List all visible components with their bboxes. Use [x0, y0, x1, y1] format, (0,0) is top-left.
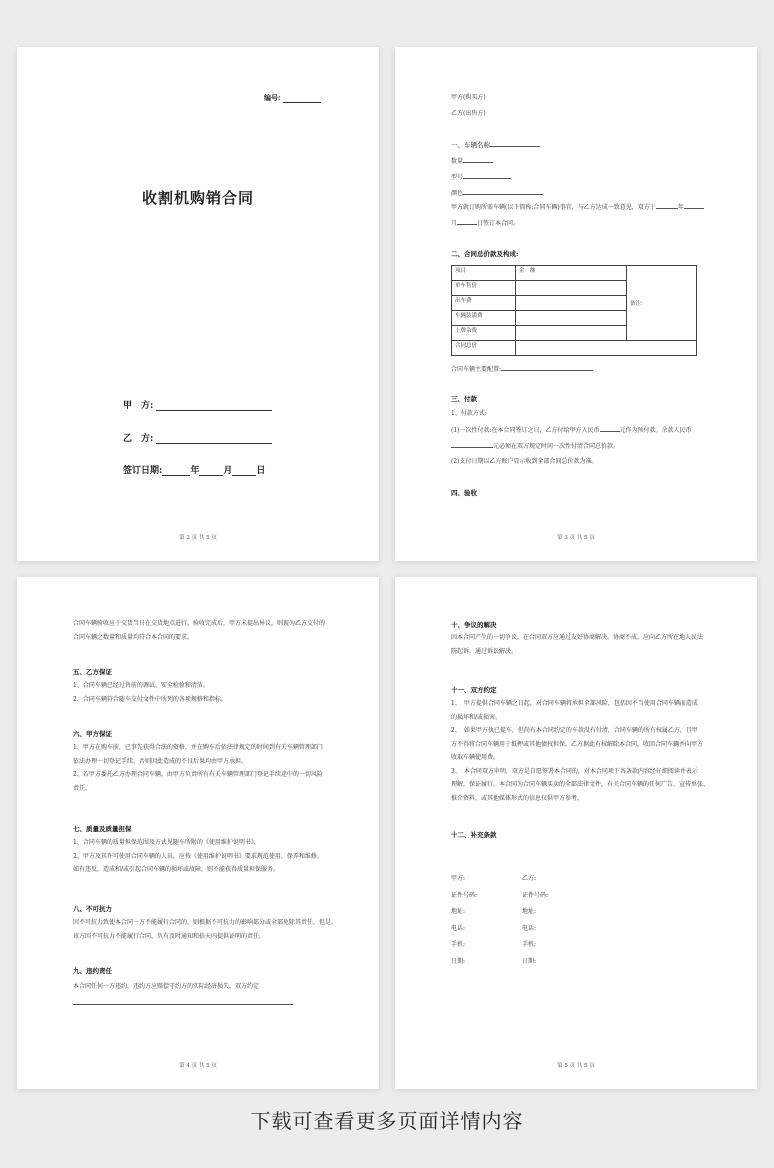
section-9-body: 本合同任何一方违约，违约方应赔偿守约方的实际经济损失，双方约定: [73, 983, 260, 990]
section-8-body: [73, 916, 363, 943]
paragraph-line: 1、合同车辆的质量担保范围及方式见随车所附的《使用维护说明书》。: [73, 839, 260, 846]
payment-line-1: [451, 425, 692, 435]
party-a-field: [123, 398, 272, 411]
signature-field: 日期:: [451, 957, 466, 965]
table-cell: 上牌杂费: [452, 326, 516, 341]
prepay-line: [600, 425, 620, 432]
section-3-title: 三、付款: [451, 395, 477, 403]
paragraph-line: 2、若甲方委托乙方办理合同车辆，由甲方负责所有有关车辆管理部门登记手续途中的一切风险: [73, 771, 323, 778]
payment-text-b: 元作为预付款。余款人民币: [619, 427, 692, 434]
model-label: 型号: [451, 174, 464, 181]
quantity-line: [463, 156, 493, 163]
signature-field: 地址:: [451, 908, 466, 915]
paragraph-line: 1、甲方在购车前，已事先获得合法的资格，并在购车后依法律规定的时间到有关车辆管理部门: [73, 744, 323, 751]
section-11-title: 十一、双方约定: [451, 686, 497, 694]
paragraph-line: 1、 甲方提供合同车辆之日起，对合同车辆将承担全部风险，包括因不当使用合同车辆而造成: [451, 700, 698, 707]
paragraph-line: 理解，保证履行。本合同为合同车辆买卖的全部法律文件，有关合同车辆的任何广告、宣传单张、: [451, 781, 710, 788]
contract-page-3: [395, 47, 757, 561]
paragraph-line: 该方因不可抗力不能履行合同，负有及时通知和拾天内提供证明的责任。: [73, 932, 266, 940]
intro-text-1: 甲方就订购所需车辆(以下简称:合同车辆)事宜，与乙方达成一致意见，双方于: [451, 204, 656, 211]
signature-field: 电话:: [451, 924, 466, 932]
intro-month-label: 月: [451, 220, 458, 227]
section-9-line: [73, 1004, 293, 1005]
payment-line-2: [451, 441, 619, 451]
intro-line-2: [451, 218, 519, 228]
model-line: [463, 172, 511, 179]
section-5-body: [73, 679, 363, 706]
month-line: [199, 466, 223, 476]
signature-field: 证件号码:: [522, 891, 549, 899]
day-line: [232, 466, 256, 476]
intro-text-3: 日签订本合同。: [477, 220, 520, 227]
intro-month-line: [684, 202, 704, 209]
month-label: 月: [223, 466, 233, 476]
table-cell: 合同总价: [452, 341, 516, 356]
balance-line: [451, 441, 493, 448]
paragraph-line: 2、甲方及其许可使用合同车辆的人员，应按《使用维护说明书》要求规范使用、保养和维修。: [73, 852, 323, 860]
payment-method: 1、付款方式:: [451, 410, 487, 417]
inspection-paragraph: [73, 617, 363, 644]
section-11-body: [451, 697, 741, 805]
config-field: [451, 364, 593, 374]
paragraph-line: 1、合同车辆已经过售前的调试、安全检验和清洁。: [73, 682, 209, 689]
section-7-title: 七、质量及质量担保: [73, 825, 132, 833]
intro-year-line: [656, 202, 678, 209]
color-field: [451, 188, 543, 198]
paragraph-line: 如有违反，造成和/或引起合同车辆的损坏或故障，则不能获得质量担保服务。: [73, 866, 280, 873]
signature-field: 地址:: [522, 908, 537, 915]
sign-date-field: [123, 463, 265, 476]
table-row: [452, 341, 697, 356]
paragraph-line: 2、 如果甲方执已提车，但尚有本合同约定的车款没有付清，合同车辆的所有权属乙方，且甲: [451, 727, 698, 734]
paragraph-line: 合同车辆验收应于交货当日在交货地点进行。验收完成后，甲方未提出异议，则视为乙方交付的: [73, 620, 326, 627]
color-label: 颜色: [451, 190, 464, 197]
paragraph-line: 收取车辆使用费。: [451, 754, 500, 761]
model-field: [451, 172, 511, 182]
table-remark: 备注:: [627, 266, 697, 341]
day-label: 日: [256, 466, 266, 476]
buyer-label: 甲方(购买方): [451, 94, 486, 101]
table-header-amount: 金 额: [516, 266, 627, 281]
paragraph-line: 院起诉，通过诉讼解决。: [451, 647, 518, 655]
signature-field: 手机:: [451, 941, 466, 948]
page-footer: 第 2 页 共 5 页: [179, 535, 217, 541]
table-cell: 单车售价: [452, 281, 516, 296]
page-footer: 第 4 页 共 5 页: [179, 1063, 217, 1069]
intro-year-label: 年: [677, 204, 684, 211]
paragraph-line: 合同车辆之数量和质量均符合本合同的要求。: [73, 633, 194, 641]
section-9-title: 九、违约责任: [73, 967, 112, 975]
page-footer: 第 5 页 共 5 页: [557, 1063, 595, 1069]
paragraph-line: 依法办理一切登记手续，否则因此造成的不良后果均由甲方承担。: [73, 757, 248, 765]
party-a-label: 甲 方:: [123, 401, 154, 411]
section-4-title: 四、验收: [451, 489, 477, 497]
table-header-item: 项目: [452, 266, 516, 281]
contract-number-field: [264, 93, 321, 103]
price-table: [451, 265, 697, 356]
table-cell: [516, 341, 697, 356]
table-cell: 车辆装潢费: [452, 311, 516, 326]
payment-text-a: (1)一次性付款:在本合同签订之日，乙方付给甲方人民币: [451, 427, 600, 434]
color-line: [463, 188, 543, 195]
contract-page-5: [395, 577, 757, 1089]
year-label: 年: [190, 466, 200, 476]
section-6-body: [73, 741, 363, 795]
signature-field: 手机:: [522, 941, 537, 948]
vehicle-name-line: [490, 140, 540, 147]
page-footer: 第 3 页 共 5 页: [557, 535, 595, 541]
section-12-title: 十二、补充条款: [451, 831, 497, 839]
paragraph-line: 3、 本合同双方申明，双方是自愿签署本合同的，对本合同项下各条款内容经仔细阅读并表示: [451, 767, 698, 775]
section-10-title: 十、争议的解决: [451, 621, 497, 629]
party-b-line: [156, 434, 272, 444]
table-cell: 出车费: [452, 296, 516, 311]
intro-line-1: [451, 202, 704, 212]
contract-number-label: 编号:: [264, 93, 281, 102]
quantity-field: [451, 156, 493, 166]
config-line: [501, 364, 593, 371]
paragraph-line: 方不得将合同车辆用于抵押或其他债权担保。乙方据此有权解除本合同，收回合同车辆并向甲方: [451, 740, 704, 748]
paragraph-line: 因本合同产生的一切争议，在合同双方应通过友好协商解决。协商不成，应向乙方所在地人民法: [451, 634, 704, 641]
paragraph-line: 推介资料、或其他媒体形式的信息仅供甲方参考。: [451, 794, 584, 802]
table-cell: [516, 326, 627, 341]
payment-line-3: (2)支付日期以乙方账户显示收到全部合同总价款为准。: [451, 458, 598, 465]
table-row: [452, 266, 697, 281]
party-b-label: 乙 方:: [123, 434, 154, 444]
section-1-title: 一、车辆名称: [451, 141, 490, 149]
intro-day-line: [457, 218, 477, 225]
contract-page-4: [17, 577, 379, 1089]
section-10-body: [451, 631, 741, 658]
signature-field: 乙方:: [522, 875, 537, 882]
party-b-field: [123, 431, 272, 444]
contract-title: 收割机购销合同: [141, 189, 254, 207]
party-a-line: [156, 401, 272, 411]
signature-field: 甲方:: [451, 875, 466, 882]
seller-label: 乙方(出售方): [451, 110, 486, 117]
party-a-signature-block: [451, 871, 531, 970]
table-cell: [516, 281, 627, 296]
paragraph-line: 因不可抗力致使本合同一方不能履行合同的，则根据不可抗力的影响部分或全部免除其责任。但是，: [73, 919, 338, 926]
paragraph-line: 责任。: [73, 784, 92, 792]
section-2-title: 二、合同总价款及构成:: [451, 250, 519, 258]
payment-text-c: 元必须在双方规定时间一次性付清合同总价款。: [493, 443, 620, 450]
contract-number-line: [283, 95, 321, 103]
paragraph-line: 2、合同车辆符合随车交付文件中所列的各项规格和指标。: [73, 695, 227, 703]
table-cell: [516, 296, 627, 311]
quantity-label: 数量: [451, 158, 464, 165]
section-5-title: 五、乙方保证: [73, 668, 112, 676]
year-line: [162, 466, 190, 476]
cover-page: [17, 47, 379, 561]
section-8-title: 八、不可抗力: [73, 905, 112, 913]
signature-field: 电话:: [522, 924, 537, 932]
vehicle-name-field: [451, 140, 540, 150]
signature-field: 证件号码:: [451, 891, 478, 899]
download-caption[interactable]: 下载可查看更多页面详情内容: [250, 1109, 524, 1133]
paragraph-line: 的损坏和/或损害。: [451, 713, 502, 721]
config-label: 合同车辆主要配置:: [451, 366, 502, 373]
signature-field: 日期:: [522, 957, 537, 965]
party-b-signature-block: [522, 871, 602, 970]
sign-date-label: 签订日期:: [123, 466, 163, 476]
section-6-title: 六、甲方保证: [73, 730, 112, 738]
table-cell: [516, 311, 627, 326]
section-7-body: [73, 836, 363, 877]
